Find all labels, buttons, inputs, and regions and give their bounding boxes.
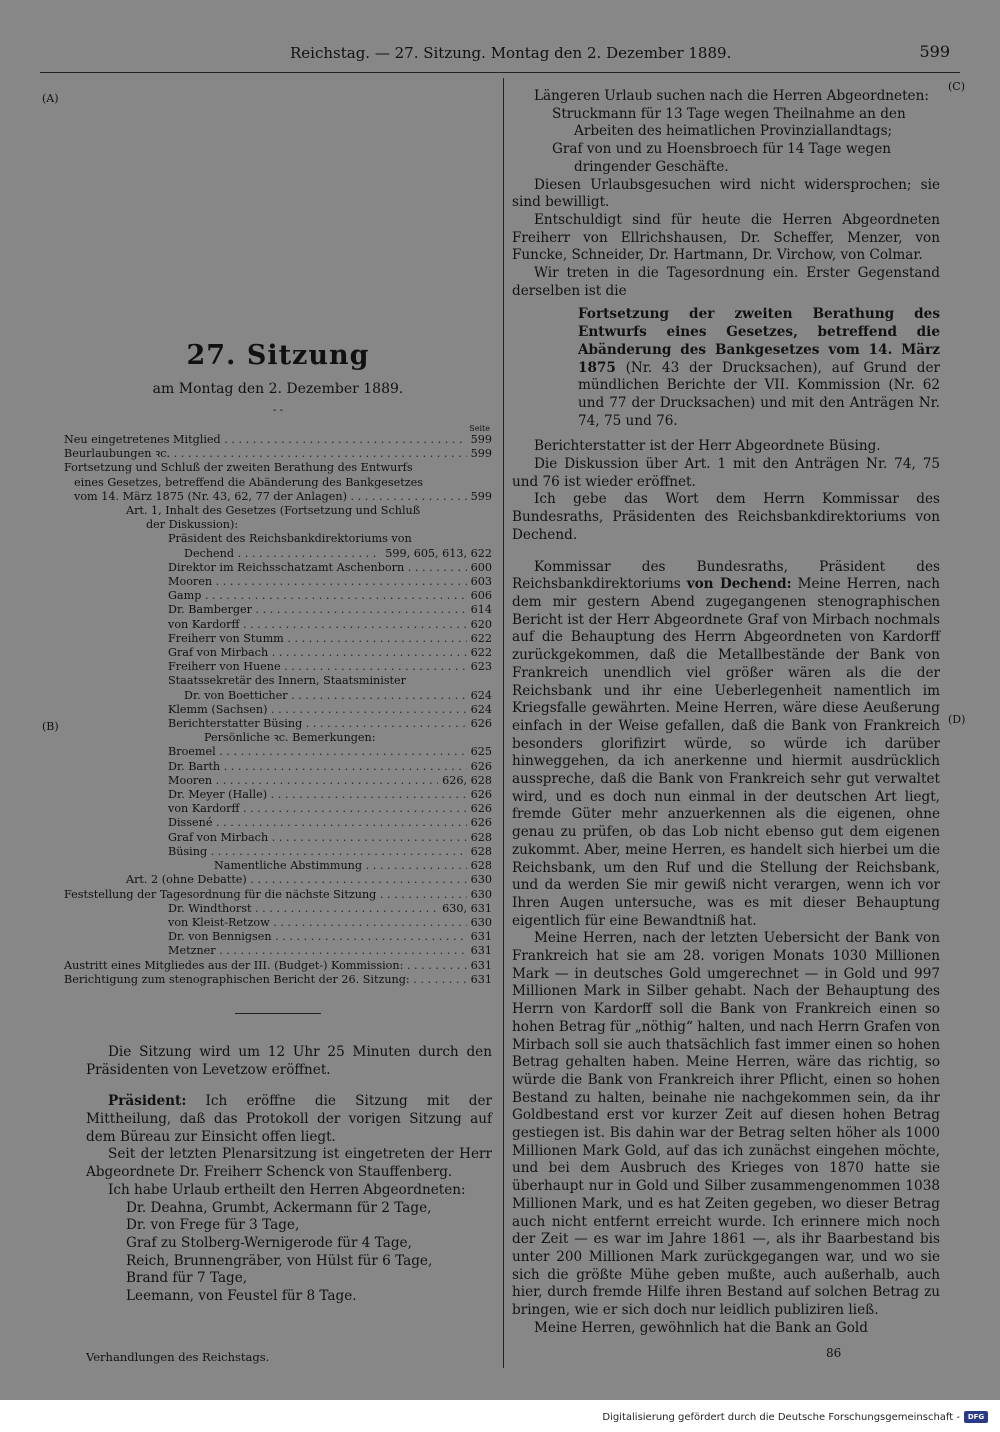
toc-entry-page: 626 xyxy=(470,788,492,802)
president-paragraph xyxy=(86,1093,492,1146)
toc-entry-label: Freiherr von Huene . . . xyxy=(64,660,467,674)
toc-entry xyxy=(64,660,492,674)
toc-entry xyxy=(64,518,492,532)
toc-entry-label: von Kleist-Retzow . . . xyxy=(64,916,467,930)
toc-entry xyxy=(64,575,492,589)
toc-entry-label: Freiherr von Stumm . . . xyxy=(64,632,467,646)
toc-entry-label: Mooren . . . xyxy=(64,774,438,788)
toc-entry-page: 631 xyxy=(470,930,492,944)
toc-entry-label: Broemel . . . xyxy=(64,745,467,759)
leave-intro: Ich habe Urlaub ertheilt den Herren Abgeordneten: xyxy=(108,1181,466,1198)
toc-entry-page: 620 xyxy=(470,617,492,631)
toc-entry-label: Dr. Windthorst . . . xyxy=(64,902,438,916)
toc-entry-page: 624 xyxy=(470,702,492,716)
toc-entry-page: 624 xyxy=(470,688,492,702)
new-member-paragraph: Seit der letzten Plenarsitzung ist eingetreten der Herr Abgeordnete Dr. Freiherr Schenck von Stauffenberg. xyxy=(86,1146,492,1181)
longer-leave-item: Graf von und zu Hoensbroech für 14 Tage wegen dringender Geschäfte. xyxy=(552,141,892,175)
toc-entry xyxy=(64,816,492,830)
speech-text: Ich eröffne die Sitzung mit der Mittheilung, daß das Protokoll der vorigen Sitzung auf dem Büreau zur Einsicht offen liegt. xyxy=(86,1093,492,1145)
session-subtitle: am Montag den 2. Dezember 1889. xyxy=(152,381,404,397)
toc-entry-page: 599 xyxy=(470,433,492,446)
toc-entry-label: Austritt eines Mitgliedes aus der III. (Budget-) Kommission: . . . xyxy=(64,959,467,973)
margin-mark-a: (A) xyxy=(42,92,59,105)
toc-entry-page: 630 xyxy=(470,915,492,929)
toc-entry-label: Graf von Mirbach . . . xyxy=(64,646,467,660)
toc-entry xyxy=(64,745,492,759)
toc-entry xyxy=(64,873,492,887)
toc-entry-page: 630 xyxy=(470,887,492,901)
toc-entry-page: 631 xyxy=(470,944,492,958)
toc-entry-label: Dr. von Bennigsen . . . xyxy=(64,930,467,944)
margin-mark-d: (D) xyxy=(948,713,966,726)
leave-list-item: Dr. von Frege für 3 Tage, xyxy=(126,1217,300,1234)
running-title: Reichstag. — 27. Sitzung. Montag den 2. Dezember 1889. xyxy=(290,44,732,62)
toc-entry-page: 626 xyxy=(470,802,492,816)
toc-entry xyxy=(64,490,492,504)
opening-paragraph: Die Sitzung wird um 12 Uhr 25 Minuten durch den Präsidenten von Levetzow eröffnet. xyxy=(86,1043,492,1078)
leave-list-item: Graf zu Stolberg-Wernigerode für 4 Tage, xyxy=(126,1234,412,1251)
toc-entry xyxy=(64,930,492,944)
toc-entry xyxy=(64,973,492,987)
toc-entry-label: Dr. Meyer (Halle) . . . xyxy=(64,788,467,802)
agenda-intro: Wir treten in die Tagesordnung ein. Erster Gegenstand derselben ist die xyxy=(512,265,940,299)
column-divider xyxy=(503,78,504,1368)
toc-entry-label: Mooren . . . xyxy=(64,575,467,589)
ornament-dashes: - - xyxy=(273,405,283,416)
toc-entry xyxy=(64,731,492,745)
toc-entry-label: eines Gesetzes, betreffend die Abänderung des Bankgesetzes xyxy=(74,475,423,489)
no-objection-paragraph: Diesen Urlaubsgesuchen wird nicht widersprochen; sie sind bewilligt. xyxy=(512,176,940,211)
toc-entry xyxy=(64,433,492,447)
leave-list xyxy=(86,1200,492,1306)
toc-entry xyxy=(64,547,492,561)
toc-entry xyxy=(64,589,492,603)
toc-entry-page: 626, 628 xyxy=(442,773,492,787)
toc-entry-label: vom 14. März 1875 (Nr. 43, 62, 77 der Anlagen) . . . xyxy=(64,490,467,504)
speech-paragraph-1 xyxy=(512,559,940,931)
margin-mark-b: (B) xyxy=(42,720,59,733)
agenda-rest: (Nr. 43 der Drucksachen), auf Grund der mündlichen Berichte der VII. Kommission (Nr. 62 und 77 der Drucksachen) und mit den Anträgen Nr. 74, 75 und 76. xyxy=(578,359,940,429)
toc-entry xyxy=(64,831,492,845)
toc-entry-label: Gamp . . . xyxy=(64,589,467,603)
toc-entry xyxy=(64,461,492,475)
agenda-item xyxy=(512,306,940,430)
toc-entry-page: 599, 605, 613, 622 xyxy=(385,546,492,560)
speech-paragraph-3: Meine Herren, gewöhnlich hat die Bank an Gold xyxy=(534,1319,868,1336)
reporter-paragraph: Berichterstatter ist der Herr Abgeordnete Büsing. xyxy=(534,438,881,455)
running-header xyxy=(290,40,950,68)
leave-list-item: Reich, Brunnengräber, von Hülst für 6 Tage, xyxy=(126,1252,433,1269)
toc-entry xyxy=(64,632,492,646)
toc-entry-label: Dr. Barth . . . xyxy=(64,760,467,774)
toc-entry xyxy=(64,944,492,958)
toc-entry-page xyxy=(468,532,492,546)
toc-entry-label: Beurlaubungen ꝛc. . . . xyxy=(64,447,467,461)
toc-entry xyxy=(64,788,492,802)
toc-entry-label: Dr. von Boetticher . . . xyxy=(64,689,467,703)
toc-entry-page: 623 xyxy=(470,660,492,674)
toc-entry-label: Berichterstatter Büsing . . . xyxy=(64,717,467,731)
toc-entry-page: 622 xyxy=(470,646,492,660)
toc-entry-page xyxy=(468,504,492,518)
toc-entry-label: Feststellung der Tagesordnung für die nächste Sitzung . . . xyxy=(64,888,467,902)
toc-entry-label: Neu eingetretenes Mitglied . . . xyxy=(64,433,467,447)
left-body xyxy=(64,1044,492,1306)
toc-entry-page: 631 xyxy=(470,972,492,986)
give-word-paragraph: Ich gebe das Wort dem Herrn Kommissar des Bundesraths, Präsidenten des Reichsbankdirektoriums von Dechend. xyxy=(512,491,940,543)
toc-entry-page xyxy=(468,476,492,490)
table-of-contents xyxy=(64,433,492,987)
toc-entry xyxy=(64,760,492,774)
sheet-number: 86 xyxy=(826,1346,842,1360)
toc-entry-label: von Kardorff . . . xyxy=(64,802,467,816)
toc-entry-label: Fortsetzung und Schluß der zweiten Berathung des Entwurfs xyxy=(64,461,413,475)
toc-entry-page xyxy=(468,674,492,688)
toc-entry xyxy=(64,689,492,703)
longer-leave-list xyxy=(512,106,940,177)
toc-entry-label: Metzner . . . xyxy=(64,944,467,958)
toc-entry xyxy=(64,916,492,930)
toc-entry xyxy=(64,859,492,873)
toc-entry xyxy=(64,603,492,617)
speaker-name: Präsident: xyxy=(108,1093,187,1110)
toc-entry-label: Persönliche ꝛc. Bemerkungen: xyxy=(204,731,376,745)
toc-entry xyxy=(64,646,492,660)
toc-entry-label: Namentliche Abstimmung . . . xyxy=(64,859,467,873)
toc-entry xyxy=(64,447,492,461)
toc-entry-page: 626 xyxy=(470,816,492,830)
leave-list-item: Brand für 7 Tage, xyxy=(126,1270,248,1287)
toc-entry-page: 630 xyxy=(470,873,492,887)
toc-entry-page: 626 xyxy=(470,759,492,773)
toc-entry-label: Direktor im Reichsschatzamt Aschenborn . . . xyxy=(64,561,467,575)
footer-publication: Verhandlungen des Reichstags. xyxy=(86,1350,270,1364)
toc-entry xyxy=(64,504,492,518)
toc-entry-label: Berichtigung zum stenographischen Bericht der 26. Sitzung: . . . xyxy=(64,973,467,987)
toc-entry-label: Klemm (Sachsen) . . . xyxy=(64,703,467,717)
section-separator xyxy=(235,1013,321,1014)
leave-list-item: Dr. Deahna, Grumbt, Ackermann für 2 Tage, xyxy=(126,1199,432,1216)
toc-entry-page: 628 xyxy=(470,830,492,844)
toc-entry xyxy=(64,703,492,717)
toc-entry-label: Graf von Mirbach . . . xyxy=(64,831,467,845)
toc-entry-label: der Diskussion): xyxy=(146,518,239,532)
toc-entry-page: 622 xyxy=(470,631,492,645)
leave-list-item: Leemann, von Feustel für 8 Tage. xyxy=(126,1288,357,1305)
toc-entry-page: 606 xyxy=(470,589,492,603)
toc-entry-page: 630, 631 xyxy=(442,901,492,915)
dfg-logo: DFG xyxy=(964,1411,988,1423)
toc-entry-page: 628 xyxy=(470,859,492,873)
toc-entry xyxy=(64,532,492,546)
credit-text: Digitalisierung gefördert durch die Deutsche Forschungsgemeinschaft - xyxy=(602,1411,960,1423)
toc-entry xyxy=(64,888,492,902)
toc-entry-label: Dissené . . . xyxy=(64,816,467,830)
toc-entry xyxy=(64,845,492,859)
toc-entry-page: 625 xyxy=(470,745,492,759)
toc-entry xyxy=(64,774,492,788)
toc-entry-page: 603 xyxy=(470,575,492,589)
toc-entry-page xyxy=(468,518,492,532)
toc-entry xyxy=(64,476,492,490)
digitization-credit xyxy=(602,1411,988,1423)
toc-entry-label: Art. 2 (ohne Debatte) . . . xyxy=(64,873,467,887)
toc-entry xyxy=(64,717,492,731)
toc-entry xyxy=(64,902,492,916)
longer-leave-item: Struckmann für 13 Tage wegen Theilnahme an den Arbeiten des heimatlichen Provinziallandtags; xyxy=(552,105,906,140)
agenda-bold: Fortsetzung der zweiten Berathung des Entwurfs eines Gesetzes, betreffend die Abänderung des Bankgesetzes vom 14. März 1875 xyxy=(578,306,940,376)
toc-entry-label: von Kardorff . . . xyxy=(64,618,467,632)
left-column xyxy=(64,340,492,1306)
toc-entry xyxy=(64,618,492,632)
session-title: 27. Sitzung xyxy=(186,340,370,371)
toc-seite-label: Seite xyxy=(469,424,490,433)
discussion-paragraph: Die Diskussion über Art. 1 mit den Anträgen Nr. 74, 75 und 76 ist wieder eröffnet. xyxy=(512,456,940,490)
toc-entry-page xyxy=(468,731,492,745)
toc-entry-page: 626 xyxy=(470,717,492,731)
toc-entry-page: 631 xyxy=(470,958,492,972)
toc-entry-label: Büsing . . . xyxy=(64,845,467,859)
speech-text: Meine Herren, nach dem mir gestern Abend zugegangenen stenographischen Bericht ist der Herr Abgeordnete Graf von Mirbach nochmals auf die Behauptung des Herrn Abgeordneten von Kardorff zurückgekommen, daß die Metallbestände der Bank von Frankreich unendlich viel größer wären als die der Reichsbank und ihr eine Ueberlegenheit namentlich im Kriegsfalle gewährten. Meine Herren, wäre diese Aeußerung einfach in der Weise gefallen, daß die Bank von Frankreich besonders glorifizirt würde, so würde ich darüber hinweggehen, da ich anerkenne und hiermit ausdrücklich ausspreche, daß die Bank von Frankreich sehr gut verwaltet wird, und es doch nun einmal in der deutschen Art liegt, fremde Güter mehr anzuerkennen als die eigenen, ohne genau zu prüfen, ob das Lob nicht ebenso gut dem eigenen zukommt. Aber, meine Herren, es handelt sich hierbei um die Reichsbank, um den Ruf und die Stellung der Reichsbank, und da werden Sie mir gewiß nicht verargen, wenn ich vor Ihren Augen untersuche, was es mit dieser Behauptung eigentlich für eine Bewandtniß hat. xyxy=(512,576,940,929)
toc-entry-page: 599 xyxy=(470,447,492,461)
header-rule xyxy=(40,72,960,73)
speech-intro: Kommissar des Bundesraths, Präsident des Reichsbankdirektoriums xyxy=(512,558,940,593)
toc-entry-label: Staatssekretär des Innern, Staatsminister xyxy=(168,674,407,688)
toc-entry-page: 614 xyxy=(470,603,492,617)
toc-entry-label: Dechend . . . xyxy=(64,547,381,561)
longer-leave-intro: Längeren Urlaub suchen nach die Herren Abgeordneten: xyxy=(534,88,929,104)
toc-entry-label: Dr. Bamberger . . . xyxy=(64,603,467,617)
toc-entry-page: 628 xyxy=(470,844,492,858)
toc-entry xyxy=(64,561,492,575)
page-number: 599 xyxy=(919,42,950,61)
toc-entry xyxy=(64,959,492,973)
margin-mark-c: (C) xyxy=(948,80,965,93)
excused-paragraph: Entschuldigt sind für heute die Herren Abgeordneten Freiherr von Ellrichshausen, Dr. Scheffer, Menzer, von Funcke, Schneider, Dr. Hartmann, Dr. Virchow, von Colmar. xyxy=(512,211,940,264)
speech-paragraph-2: Meine Herren, nach der letzten Uebersicht der Bank von Frankreich hat sie am 28. vorigen Monats 1030 Millionen Mark — in deutsches Gold umgerechnet — in Gold und 997 Millionen Mark in Silber gehabt. Nach der Behauptung des Herrn von Kardorff soll die Bank von Frankreich einen so hohen Betrag für „nöthig“ halten, und nach Herrn Grafen von Mirbach soll sie auch thatsächlich fast immer einen so hohen Betrag gehalten haben. Meine Herren, wäre das richtig, so würde die Bank von Frankreich ihrer Pflicht, einen so hohen Bestand zu halten, beinahe nie nachgekommen sein, da ihr Goldbestand erst vor kurzer Zeit auf diesen hohen Betrag gestiegen ist. Bis dahin war der Betrag selten höher als 1000 Millionen Mark Gold, auf das ich zunächst eingehen möchte, und bei dem Ausbruch des Krieges von 1870 hatte sie überhaupt nur in Gold und Silber zusammengenommen 1038 Millionen Mark, und es hat Zeiten gegeben, wo dieser Betrag auch nicht entfernt erreicht wurde. Ich erinnere mich noch der Zeit — es war im Jahre 1861 —, als ihr Baarbestand bis unter 200 Millionen Mark zurückgegangen war, und wo sie sich die größte Mühe geben mußte, auch außerhalb, auch hier, durch fremde Hilfe ihren Bestand auf solchen Betrag zu bringen, wie er sich doch nur leidlich publiziren ließ. xyxy=(512,930,940,1319)
toc-entry-label: Präsident des Reichsbankdirektoriums von xyxy=(168,532,412,546)
speaker-name: von Dechend: xyxy=(686,576,792,593)
right-column xyxy=(512,88,940,1338)
toc-entry xyxy=(64,802,492,816)
toc-entry-page: 600 xyxy=(470,560,492,574)
toc-entry xyxy=(64,674,492,688)
toc-entry-page: 599 xyxy=(470,489,492,503)
toc-entry-page xyxy=(468,461,492,475)
toc-entry-label: Art. 1, Inhalt des Gesetzes (Fortsetzung und Schluß xyxy=(126,504,421,518)
